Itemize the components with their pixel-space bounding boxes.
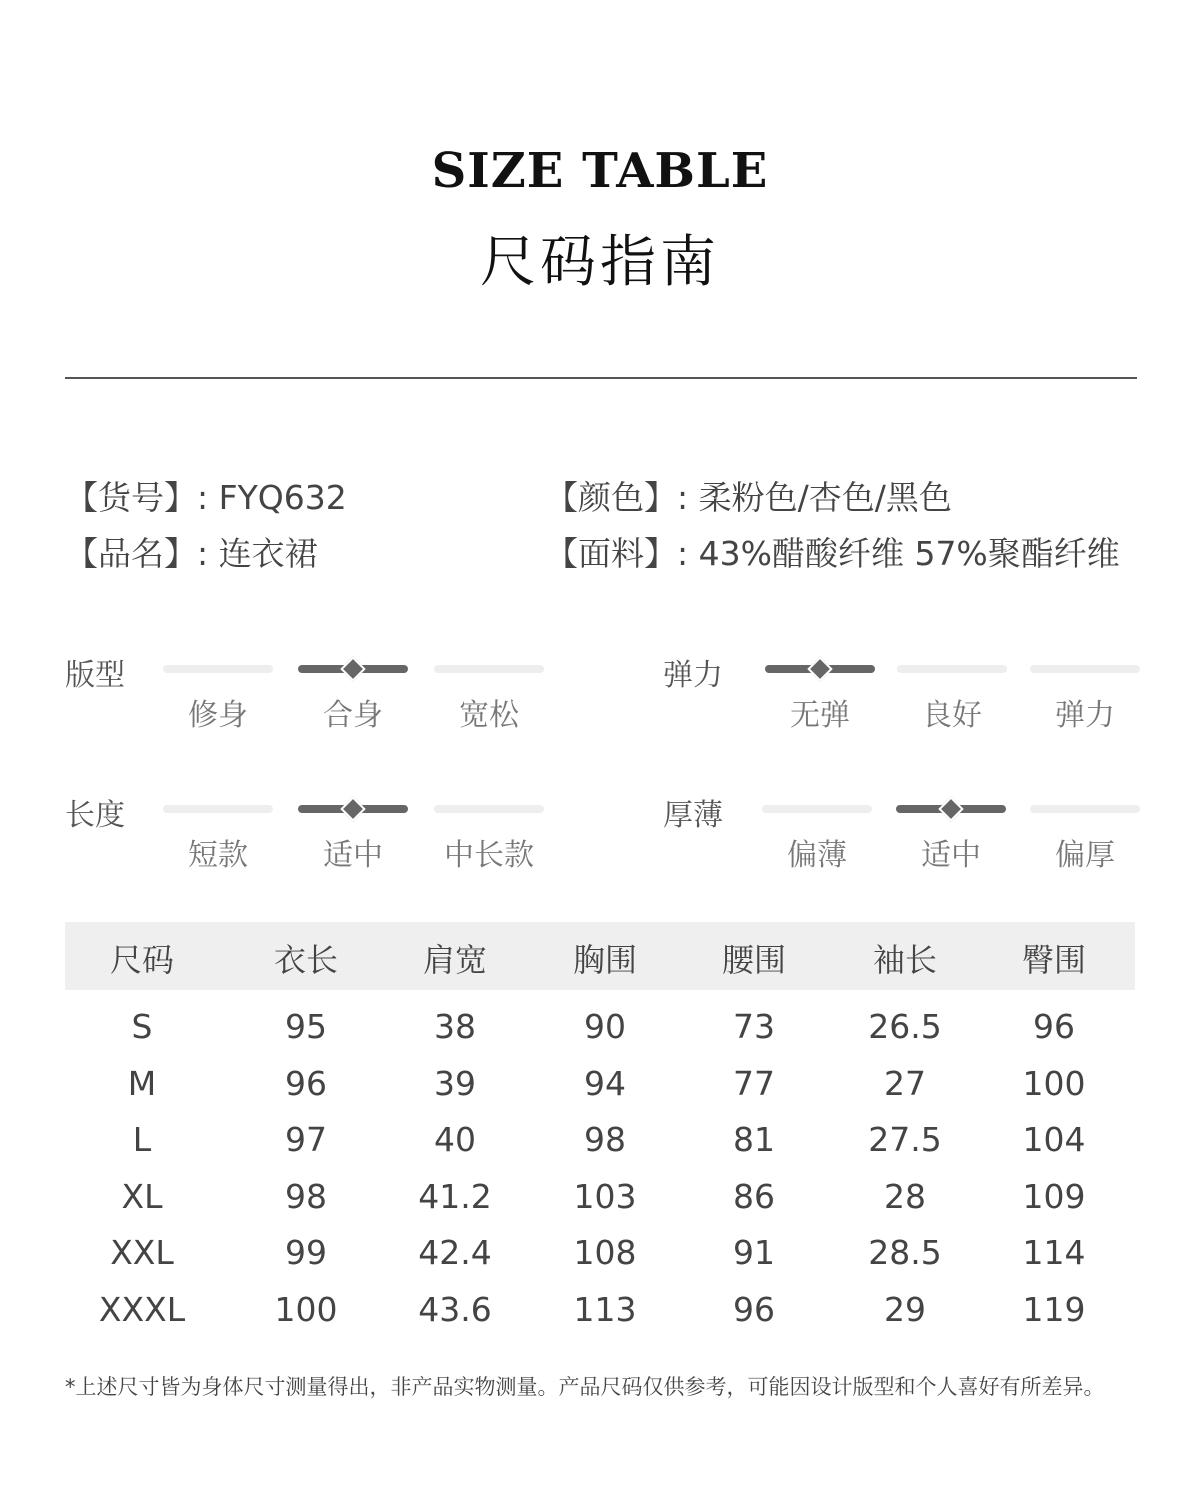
table-cell: 113 <box>573 1289 637 1329</box>
scale-segment-selected <box>765 665 875 673</box>
scale-segment-selected <box>298 805 408 813</box>
table-cell: 40 <box>434 1120 476 1159</box>
scale-segment-selected <box>896 805 1006 813</box>
product-color: 【颜色】: 柔粉色/杏色/黑色 <box>545 478 952 517</box>
scale-segment <box>434 805 544 813</box>
title-english: SIZE TABLE <box>431 143 769 199</box>
table-cell: 42.4 <box>418 1233 492 1272</box>
table-header-cell: 胸围 <box>572 941 637 979</box>
table-cell: 28 <box>884 1176 926 1216</box>
scale-segment <box>1030 805 1140 813</box>
scale-option-label: 适中 <box>921 838 981 873</box>
scale-segment-selected <box>298 665 408 673</box>
scale-option-label: 偏薄 <box>787 838 847 873</box>
scale-segment <box>163 665 273 673</box>
size-label-cell: XL <box>121 1176 163 1216</box>
table-cell: 27 <box>884 1063 926 1103</box>
attribute-label: 版型 <box>65 658 125 693</box>
table-cell: 98 <box>584 1120 626 1159</box>
selected-marker-icon <box>340 656 365 681</box>
table-cell: 73 <box>733 1007 775 1046</box>
scale-option-label: 良好 <box>922 698 982 733</box>
table-cell: 108 <box>573 1233 637 1272</box>
title-chinese: 尺码指南 <box>480 230 720 295</box>
table-cell: 41.2 <box>418 1176 492 1216</box>
attribute-label: 弹力 <box>663 658 723 693</box>
table-cell: 103 <box>573 1176 637 1216</box>
table-cell: 99 <box>285 1233 327 1272</box>
table-cell: 77 <box>733 1063 775 1103</box>
table-cell: 29 <box>884 1289 926 1329</box>
table-cell: 97 <box>285 1120 327 1159</box>
scale-option-label: 偏厚 <box>1055 838 1115 873</box>
table-cell: 119 <box>1022 1289 1086 1329</box>
table-cell: 86 <box>733 1176 775 1216</box>
table-cell: 27.5 <box>868 1120 942 1159</box>
table-cell: 96 <box>1033 1007 1075 1046</box>
attribute-label: 厚薄 <box>663 798 723 833</box>
footnote: *上述尺寸皆为身体尺寸测量得出，非产品实物测量。产品尺码仅供参考，可能因设计版型和个人喜好有所差异。 <box>65 1375 1105 1399</box>
table-cell: 81 <box>733 1120 775 1159</box>
product-fabric: 【面料】: 43%醋酸纤维 57%聚酯纤维 <box>545 534 1120 573</box>
size-label-cell: XXXL <box>98 1289 186 1329</box>
table-cell: 109 <box>1022 1176 1086 1216</box>
scale-segment <box>434 665 544 673</box>
table-cell: 90 <box>584 1007 626 1046</box>
scale-option-label: 无弹 <box>790 698 850 733</box>
divider <box>65 377 1137 379</box>
table-cell: 43.6 <box>418 1289 492 1329</box>
scale-option-label: 弹力 <box>1055 698 1115 733</box>
table-header-cell: 肩宽 <box>422 941 487 979</box>
table-cell: 104 <box>1022 1120 1086 1159</box>
selected-marker-icon <box>807 656 832 681</box>
scale-segment <box>1030 665 1140 673</box>
scale-option-label: 短款 <box>188 838 248 873</box>
table-cell: 94 <box>584 1063 626 1103</box>
scale-segment <box>897 665 1007 673</box>
scale-option-label: 宽松 <box>459 698 519 733</box>
size-label-cell: XXL <box>110 1233 174 1272</box>
scale-option-label: 修身 <box>188 698 248 733</box>
table-header-cell: 尺码 <box>109 941 174 979</box>
table-cell: 100 <box>274 1289 338 1329</box>
table-cell: 38 <box>434 1007 476 1046</box>
product-name: 【品名】: 连衣裙 <box>65 534 318 573</box>
size-label-cell: L <box>132 1120 152 1159</box>
selected-marker-icon <box>938 796 963 821</box>
table-header-cell: 袖长 <box>872 941 937 979</box>
scale-option-label: 中长款 <box>444 838 534 873</box>
selected-marker-icon <box>340 796 365 821</box>
scale-segment <box>163 805 273 813</box>
table-cell: 114 <box>1022 1233 1086 1272</box>
table-header-cell: 衣长 <box>273 941 338 979</box>
size-label-cell: M <box>127 1063 157 1103</box>
scale-option-label: 合身 <box>323 698 383 733</box>
table-cell: 100 <box>1022 1063 1086 1103</box>
table-cell: 28.5 <box>868 1233 942 1272</box>
table-cell: 95 <box>285 1007 327 1046</box>
attribute-label: 长度 <box>65 798 125 833</box>
table-cell: 96 <box>285 1063 327 1103</box>
scale-option-label: 适中 <box>323 838 383 873</box>
table-header-cell: 腰围 <box>721 941 786 979</box>
scale-segment <box>762 805 872 813</box>
table-cell: 96 <box>733 1289 775 1329</box>
item-number: 【货号】: FYQ632 <box>65 478 347 517</box>
table-cell: 91 <box>733 1233 775 1272</box>
table-header-cell: 臀围 <box>1021 941 1086 979</box>
table-cell: 98 <box>285 1176 327 1216</box>
table-cell: 39 <box>434 1063 476 1103</box>
size-label-cell: S <box>131 1007 153 1046</box>
table-cell: 26.5 <box>868 1007 942 1046</box>
